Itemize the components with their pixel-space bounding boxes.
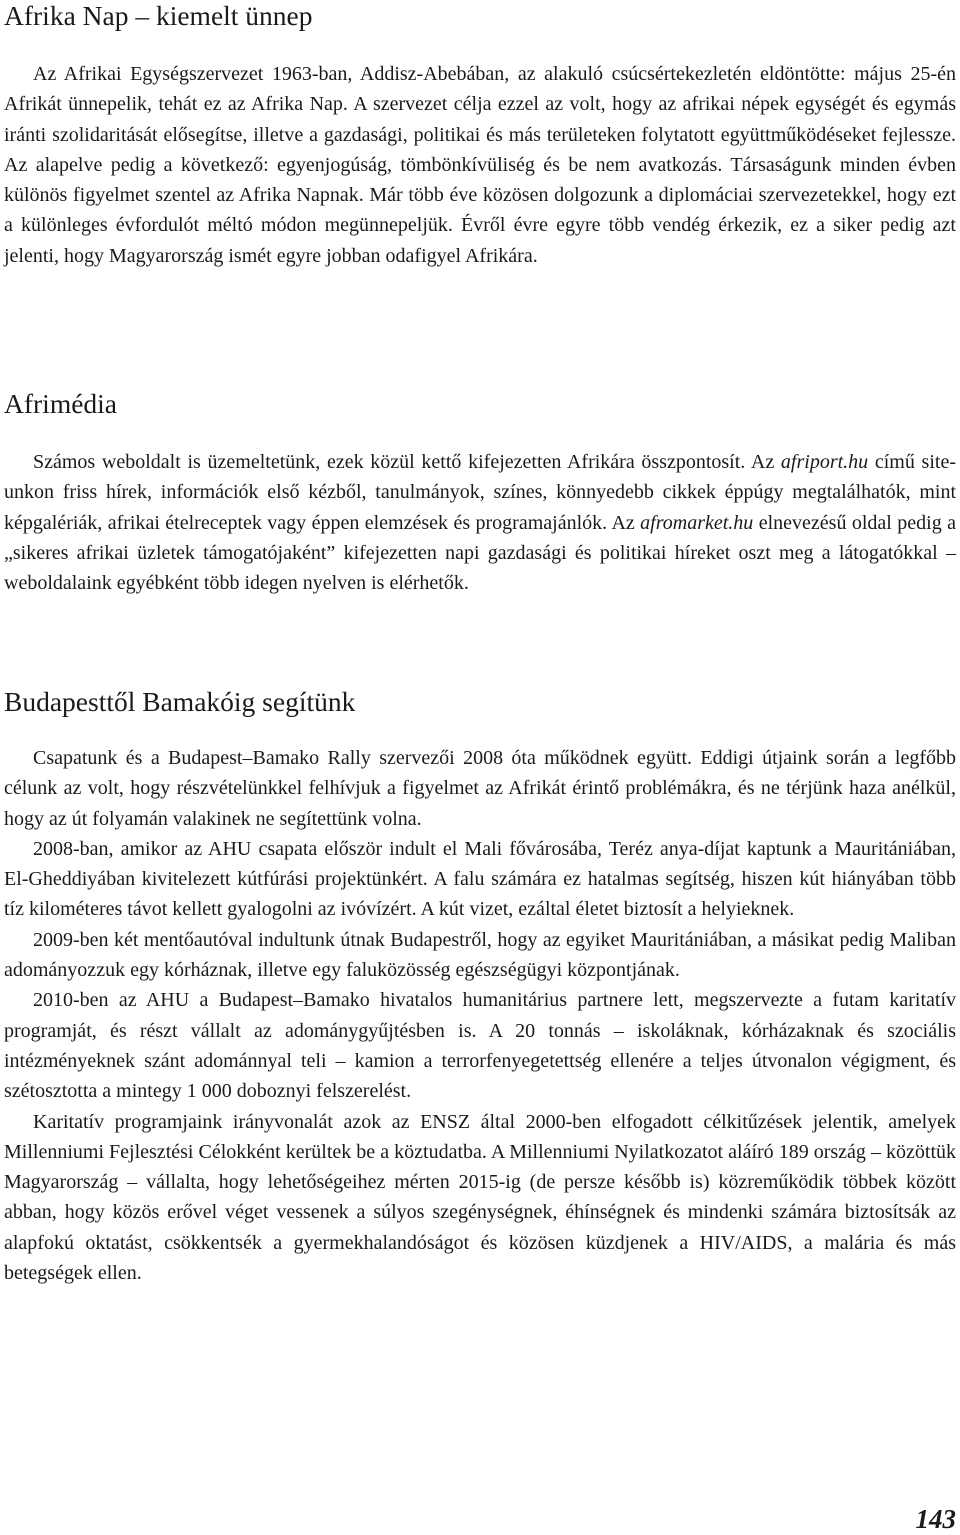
section-body bbox=[4, 743, 956, 1288]
paragraph: Az Afrikai Egységszervezet 1963-ban, Addisz-Abebában, az alakuló csúcsértekezletén eldöntötte: május 25-én Afrikát ünnepelik, tehát ez az Afrika Nap. A szervezet célja ezzel az volt, hogy az afrikai népek egységét és egymás iránti szolidaritását elősegítse, illetve a gazdasági, politikai és más területeken folytatott együttműködéseket fejlessze. Az alapelve pedig a következő: egyenjogúság, tömbönkívüliség és be nem avatkozás. Társaságunk minden évben különös figyelmet szentel az Afrika Napnak. Már több éve közösen dolgozunk a diplomáciai szervezetekkel, hogy ezt a különleges évfordulót méltó módon megünnepeljük. Évről évre egyre több vendég érkezik, ez a siker pedig azt jelenti, hogy Magyarország ismét egyre jobban odafigyel Afrikára. bbox=[4, 63, 956, 267]
paragraph-text: Számos weboldalt is üzemeltetünk, ezek közül kettő kifejezetten Afrikára összpontosít. Az bbox=[33, 451, 781, 473]
paragraph: Karitatív programjaink irányvonalát azok az ENSZ által 2000-ben elfogadott célkitűzések jelentik, amelyek Millenniumi Fejlesztési Célokként kerültek be a köztudatba. A Millenniumi Nyilatkozatot aláíró 189 ország – közöttük Magyarország – vállalta, hogy lehetőségeihez mérten 2015-ig (de persze később is) közreműködik többek között abban, hogy közös erővel véget vessenek a súlyos szegénységnek, éhínségnek és mindenki számára biztosítsák az alapfokú oktatást, csökkentsék a gyermekhalandóságot és közösen küzdjenek a HIV/AIDS, a malária és más betegségek ellen. bbox=[4, 1110, 956, 1285]
paragraph: 2008-ban, amikor az AHU csapata először indult el Mali fővárosába, Teréz anya-díjat kaptunk a Mauritániában, El-Gheddiyában kivitelezett kútfúrási projektünkért. A falu számára ez hatalmas segítség, hiszen kút hiányában több tíz kilométeres távot kellett gyalogolni az ivóvízért. A kút vizet, ezáltal életet biztosít a helyieknek. bbox=[4, 837, 956, 921]
page-number: 143 bbox=[915, 1504, 956, 1534]
paragraph-text: című site-unkon friss hírek, információk első kézből, tanulmányok, színes, könnyedebb cikkek éppúgy megtalálhatók, mint képgalériák, afrikai ételreceptek vagy éppen elemzések és programajánlók. Az bbox=[4, 451, 956, 534]
paragraph: 2010-ben az AHU a Budapest–Bamako hivatalos humanitárius partnere lett, megszervezte a futam karitatív programját, és részt vállalt az adománygyűjtésben is. A 20 tonnás – iskoláknak, kórházaknak és szociális intézményeknek szánt adománnyal teli – kamion a terrorfenyegetettség ellenére a teljes útvonalon végigment, és szétosztotta a mintegy 1 000 doboznyi felszerelést. bbox=[4, 989, 956, 1103]
website-name: afriport.hu bbox=[780, 451, 869, 473]
section-title-afrika-nap: Afrika Nap – kiemelt ünnep bbox=[4, 0, 313, 31]
paragraph bbox=[4, 447, 956, 598]
section-title-afrimedia: Afrimédia bbox=[4, 388, 118, 419]
website-name: afromarket.hu bbox=[640, 511, 754, 534]
paragraph-text: elnevezésű oldal pedig a „sikeres afrikai üzletek támogatójaként” kifejezetten napi gazdasági és politikai híreket oszt meg a látogatókkal – weboldalaink egyébként több idegen nyelven is elérhetők. bbox=[4, 511, 956, 595]
section-title-budapest-bamako: Budapesttől Bamakóig segítünk bbox=[4, 686, 356, 717]
paragraph: 2009-ben két mentőautóval indultunk útnak Budapestről, hogy az egyiket Mauritániában, a másikat pedig Maliban adományozzuk egy kórháznak, illetve egy faluközösség egészségügyi központjának. bbox=[4, 928, 956, 982]
paragraph: Csapatunk és a Budapest–Bamako Rally szervezői 2008 óta működnek együtt. Eddigi útjaink során a legfőbb célunk az volt, hogy részvételünkkel felhívjuk a figyelmet az Afrikát érintő problémákra, és ne térjünk haza anélkül, hogy az út folyamán valakinek ne segítettünk volna. bbox=[4, 747, 956, 830]
